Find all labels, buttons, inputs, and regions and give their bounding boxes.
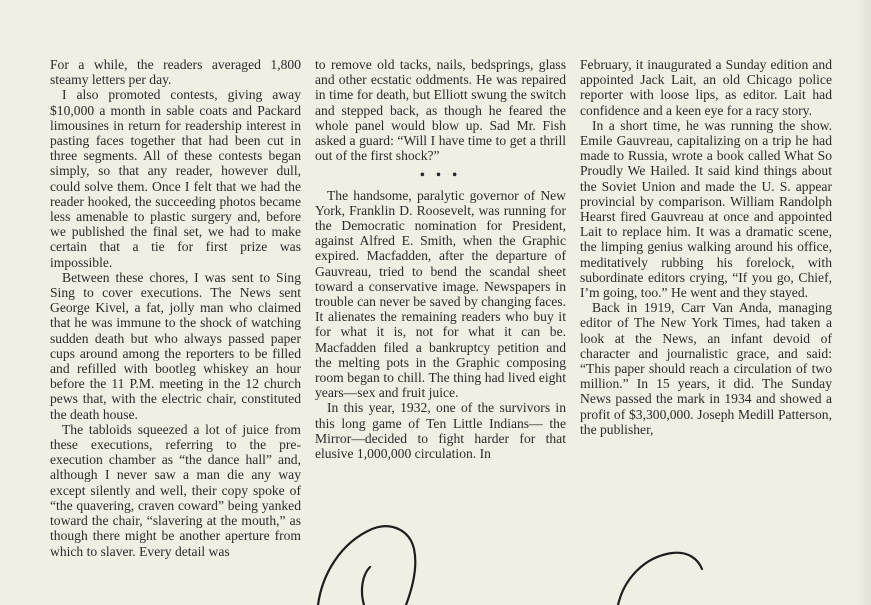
paragraph: The handsome, paralytic governor of New York, Franklin D. Roosevelt, was running for the Democratic nomination for President, against Alfred E. Smith, when the Graphic expired. Macfadden, after the departure of Gauvreau, tried to bend the scandal sheet toward a conservative image. Newspapers in trouble can never be saved by changing faces. It alienates the remaining readers who buy it for what it is, not for what it can be. Macfadden filed a bankruptcy petition and the melting pots in the Graphic composing room began to chill. The thing had lived eight years—sex and fruit juice. xyxy=(315,187,566,401)
paragraph: Back in 1919, Carr Van Anda, managing editor of The New York Times, had taken a look at the News, an infant devoid of character and journalistic grace, and said: “This paper should reach a circulation of two million.” In 15 years, it did. The Sunday News passed the mark in 1934 and showed a profit of $3,300,000. Joseph Medill Patterson, the publisher, xyxy=(580,300,832,437)
text-column-left xyxy=(50,57,301,559)
paragraph: The tabloids squeezed a lot of juice from these executions, referring to the pre-execution chamber as “the dance hall” and, although I never saw a man die any way except silently and well, their copy spoke of “the quavering, craven coward” being yanked toward the chair, “slavering at the mouth,” as though there might be another aperture from which to slaver. Every detail was xyxy=(50,421,301,559)
paragraph: In this year, 1932, one of the survivors in this long game of Ten Little Indians— the Mirror—decided to fight harder for that elusive 1,000,000 circulation. In xyxy=(315,400,566,462)
drawing-stroke-left-inner xyxy=(362,567,370,605)
paragraph: to remove old tacks, nails, bedsprings, glass and other ecstatic oddments. He was repaired in time for death, but Elliott swung the switch and stepped back, as though he feared the whole panel would blow up. Sad Mr. Fish asked a guard: “Will I have time to get a thrill out of the first shock?” xyxy=(315,57,566,164)
paragraph: I also promoted contests, giving away $10,000 a month in sable coats and Packard limousines in return for readership interest in pasting faces together that had been cut in three segments. All of these contests began simply, so that any reader, however dull, could solve them. Once I felt that we had the reader hooked, the succeeding photos became less amenable to plastic surgery and, before we published the final set, we had to make certain that a tie for first prize was impossible. xyxy=(50,87,301,270)
paragraph: February, it inaugurated a Sunday edition and appointed Jack Lait, an old Chicago police reporter with loose lips, as editor. Lait had confidence and a keen eye for a racy story. xyxy=(580,57,832,118)
text-column-middle xyxy=(315,57,566,461)
drawing-stroke-left xyxy=(318,526,415,605)
paragraph: Between these chores, I was sent to Sing Sing to cover executions. The News sent George Kivel, a fat, jolly man who claimed that he was immune to the shock of watching sudden death but who always passed paper cups around among the reporters to be filled and refilled with bootleg whiskey an hour before the 11 P.M. meeting in the 12 church pews that, with the electric chair, constituted the death house. xyxy=(50,269,301,422)
section-separator: • • • xyxy=(419,167,462,183)
paragraph: In a short time, he was running the show. Emile Gauvreau, capitalizing on a trip he had made to Russia, wrote a book called What So Proudly We Hailed. It said kind things about the Soviet Union and made the U. S. appear provincial by comparison. William Randolph Hearst fired Gauvreau at once and appointed Lait to replace him. It was a dramatic scene, the limping genius walking around his office, meditatively rubbing his forelock, with subordinate editors crying, “If you go, Chief, I’m going, too.” He went and they stayed. xyxy=(580,117,832,301)
line-drawing-illustration xyxy=(300,505,871,605)
page-edge-shadow xyxy=(857,0,871,605)
drawing-stroke-right xyxy=(618,553,702,605)
text-column-right xyxy=(580,57,832,437)
paragraph: For a while, the readers averaged 1,800 steamy letters per day. xyxy=(50,57,301,88)
